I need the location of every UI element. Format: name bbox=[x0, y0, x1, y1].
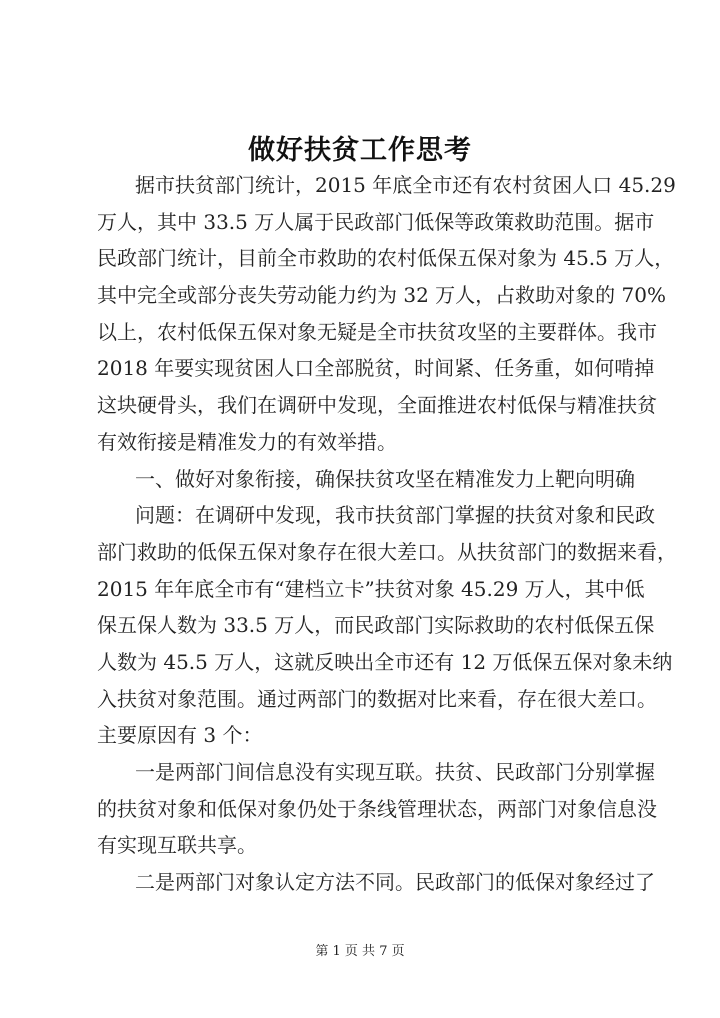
text-line: 的扶贫对象和低保对象仍处于条线管理状态，两部门对象信息没 bbox=[97, 796, 657, 821]
text-line: 二是两部门对象认定方法不同。民政部门的低保对象经过了 bbox=[135, 870, 655, 895]
page-footer: 第 1 页 共 7 页 bbox=[315, 944, 405, 959]
text-line: 这块硬骨头，我们在调研中发现，全面推进农村低保与精准扶贫 bbox=[97, 393, 657, 418]
text-line: 一、做好对象衔接，确保扶贫攻坚在精准发力上靶向明确 bbox=[135, 466, 635, 491]
text-line: 人数为 45.5 万人，这就反映出全市还有 12 万低保五保对象未纳 bbox=[97, 649, 673, 674]
text-line: 2015 年年底全市有“建档立卡”扶贫对象 45.29 万人，其中低 bbox=[97, 576, 645, 601]
text-line: 2018 年要实现贫困人口全部脱贫，时间紧、任务重，如何啃掉 bbox=[97, 356, 655, 381]
text-line: 万人，其中 33.5 万人属于民政部门低保等政策救助范围。据市 bbox=[97, 209, 655, 234]
document-body bbox=[97, 167, 677, 901]
text-line: 问题：在调研中发现，我市扶贫部门掌握的扶贫对象和民政 bbox=[135, 503, 655, 528]
text-line: 主要原因有 3 个： bbox=[97, 723, 263, 748]
text-line: 有效衔接是精准发力的有效举措。 bbox=[97, 429, 397, 454]
text-line: 入扶贫对象范围。通过两部门的数据对比来看，存在很大差口。 bbox=[97, 686, 657, 711]
text-line: 保五保人数为 33.5 万人，而民政部门实际救助的农村低保五保 bbox=[97, 613, 655, 638]
text-line: 其中完全或部分丧失劳动能力约为 32 万人，占救助对象的 70% bbox=[97, 283, 666, 308]
document-title: 做好扶贫工作思考 bbox=[248, 135, 472, 166]
text-line: 据市扶贫部门统计，2015 年底全市还有农村贫困人口 45.29 bbox=[135, 173, 676, 197]
text-line: 部门救助的低保五保对象存在很大差口。从扶贫部门的数据来看， bbox=[97, 539, 677, 564]
text-line: 有实现互联共享。 bbox=[97, 833, 257, 858]
text-line: 一是两部门间信息没有实现互联。扶贫、民政部门分别掌握 bbox=[135, 760, 655, 784]
text-line: 民政部门统计，目前全市救助的农村低保五保对象为 45.5 万人， bbox=[97, 246, 675, 271]
text-line: 以上，农村低保五保对象无疑是全市扶贫攻坚的主要群体。我市 bbox=[97, 319, 657, 344]
